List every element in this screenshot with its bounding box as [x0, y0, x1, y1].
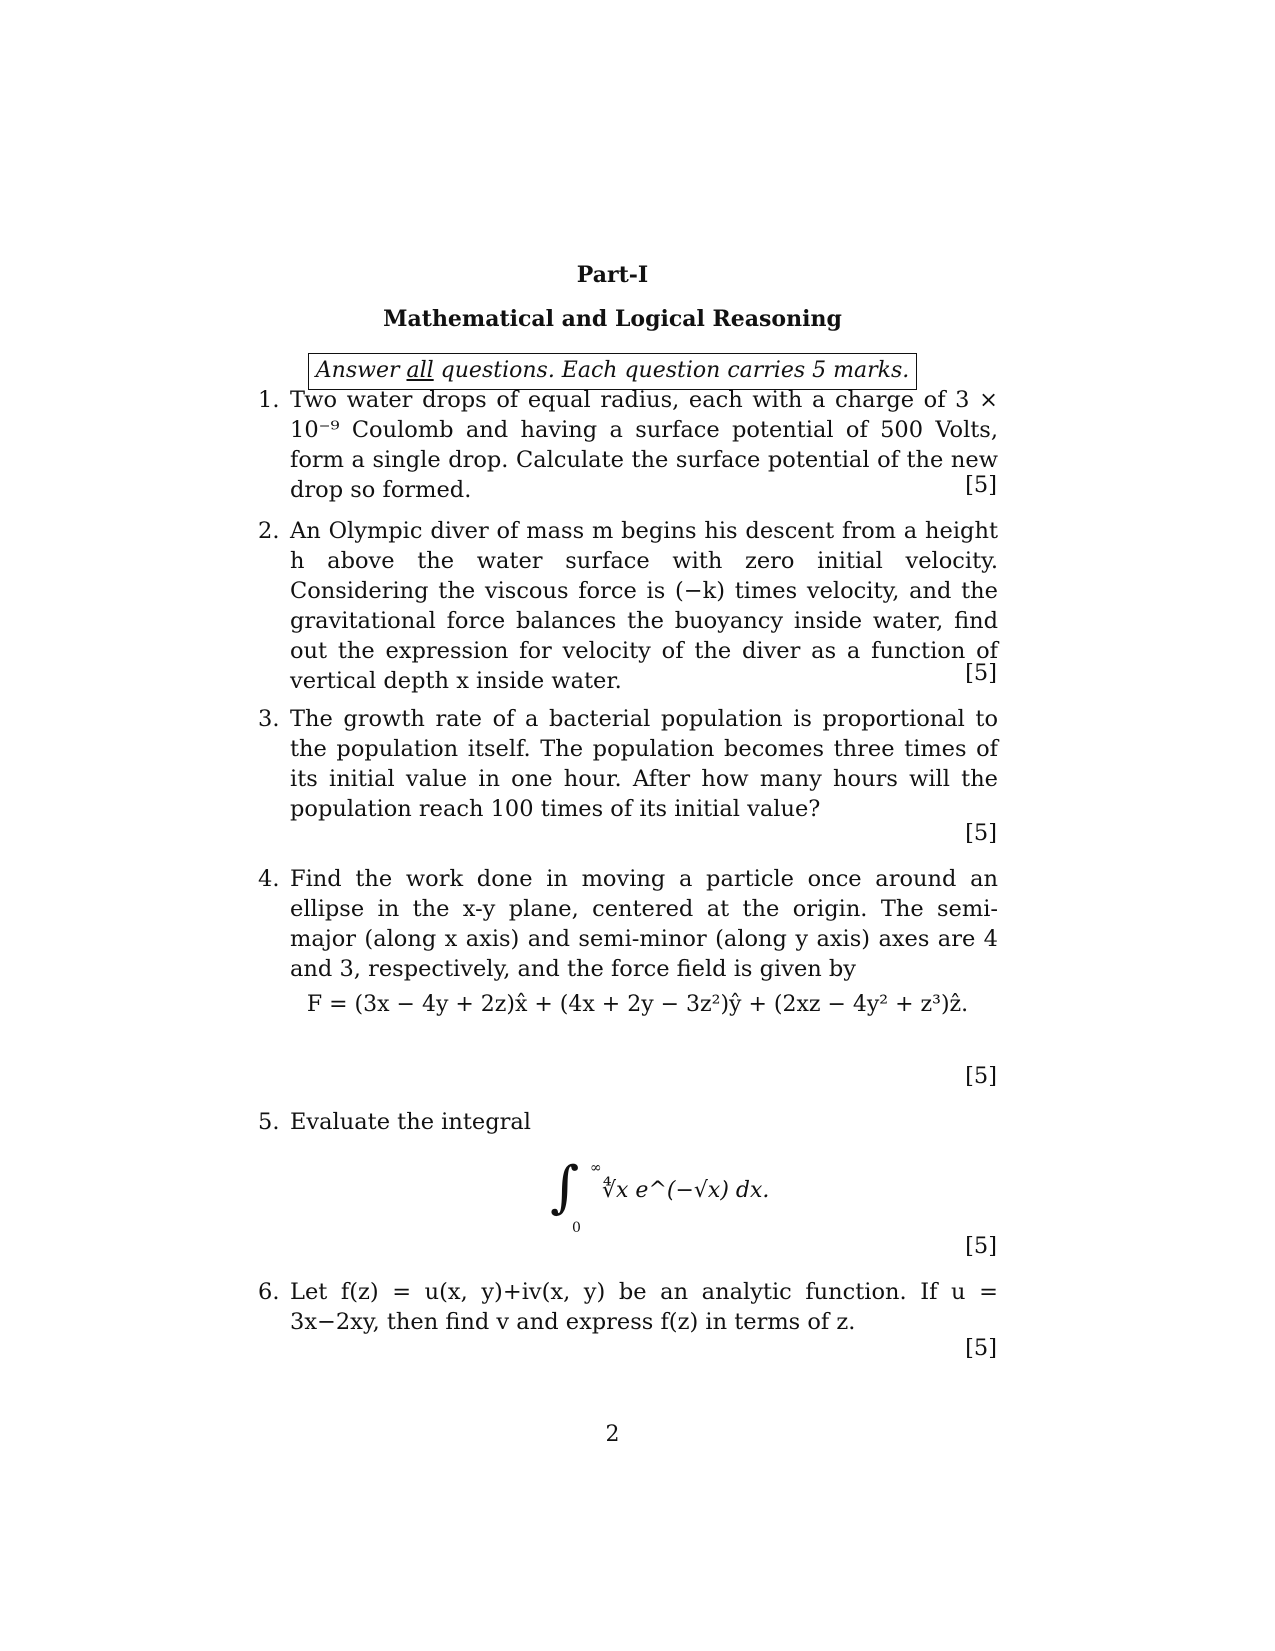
- question-text: Two water drops of equal radius, each with a charge of 3 × 10⁻⁹ Coulomb and having a surface potential of 500 Volts, form a single drop. Calculate the surface potential of the new drop so formed.: [290, 387, 998, 503]
- question-number: 6.: [258, 1279, 280, 1305]
- force-field-equation: F = (3x − 4y + 2z)x̂ + (4x + 2y − 3z²)ŷ + (2xz − 4y² + z³)ẑ.: [306, 992, 969, 1017]
- integral-sign: ∫: [550, 1155, 580, 1220]
- question-1-marks: [5]: [965, 472, 997, 498]
- question-4: [258, 864, 998, 984]
- question-text: Let f(z) = u(x, y)+iv(x, y) be an analytic function. If u = 3x−2xy, then find v and express f(z) in terms of z.: [290, 1279, 998, 1335]
- question-number: 5.: [258, 1109, 280, 1135]
- integral-lower-limit: 0: [572, 1220, 581, 1236]
- question-2-marks: [5]: [965, 660, 997, 686]
- integral-body: ∜x e^(−√x) dx.: [602, 1178, 770, 1203]
- question-1: [258, 385, 998, 505]
- question-number: 3.: [258, 706, 280, 732]
- question-number: 2.: [258, 518, 280, 544]
- question-text: Find the work done in moving a particle once around an ellipse in the x-y plane, centered at the origin. The semi-major (along x axis) and semi-minor (along y axis) axes are 4 and 3, respectively, and the force field is given by: [290, 866, 998, 982]
- question-5-marks: [5]: [965, 1233, 997, 1259]
- part-heading: Part-I: [576, 262, 649, 288]
- question-3-marks: [5]: [965, 820, 997, 846]
- question-2: [258, 516, 998, 696]
- integral-upper-limit: ∞: [590, 1160, 602, 1176]
- subject-heading: Mathematical and Logical Reasoning: [383, 306, 842, 332]
- page-number: 2: [605, 1422, 620, 1447]
- question-text: The growth rate of a bacterial population is proportional to the population itself. The population becomes three times of its initial value in one hour. After how many hours will the population reach 100 times of its initial value?: [290, 706, 998, 822]
- question-6: [258, 1277, 998, 1337]
- question-5: [258, 1107, 998, 1137]
- instruction-all: all: [406, 358, 434, 383]
- instruction-pre: Answer: [315, 358, 407, 383]
- instruction-post: questions. Each question carries 5 marks.: [433, 358, 910, 383]
- question-text: An Olympic diver of mass m begins his descent from a height h above the water surface with zero initial velocity. Considering the viscous force is (−k) times velocity, and the gravitational force balances the buoyancy inside water, find out the expression for velocity of the diver as a function of vertical depth x inside water.: [290, 518, 998, 694]
- question-text: Evaluate the integral: [290, 1109, 531, 1135]
- question-number: 4.: [258, 866, 280, 892]
- question-3: [258, 704, 998, 824]
- question-number: 1.: [258, 387, 280, 413]
- question-6-marks: [5]: [965, 1335, 997, 1361]
- integral-expression: [550, 1155, 770, 1236]
- question-4-marks: [5]: [965, 1063, 997, 1089]
